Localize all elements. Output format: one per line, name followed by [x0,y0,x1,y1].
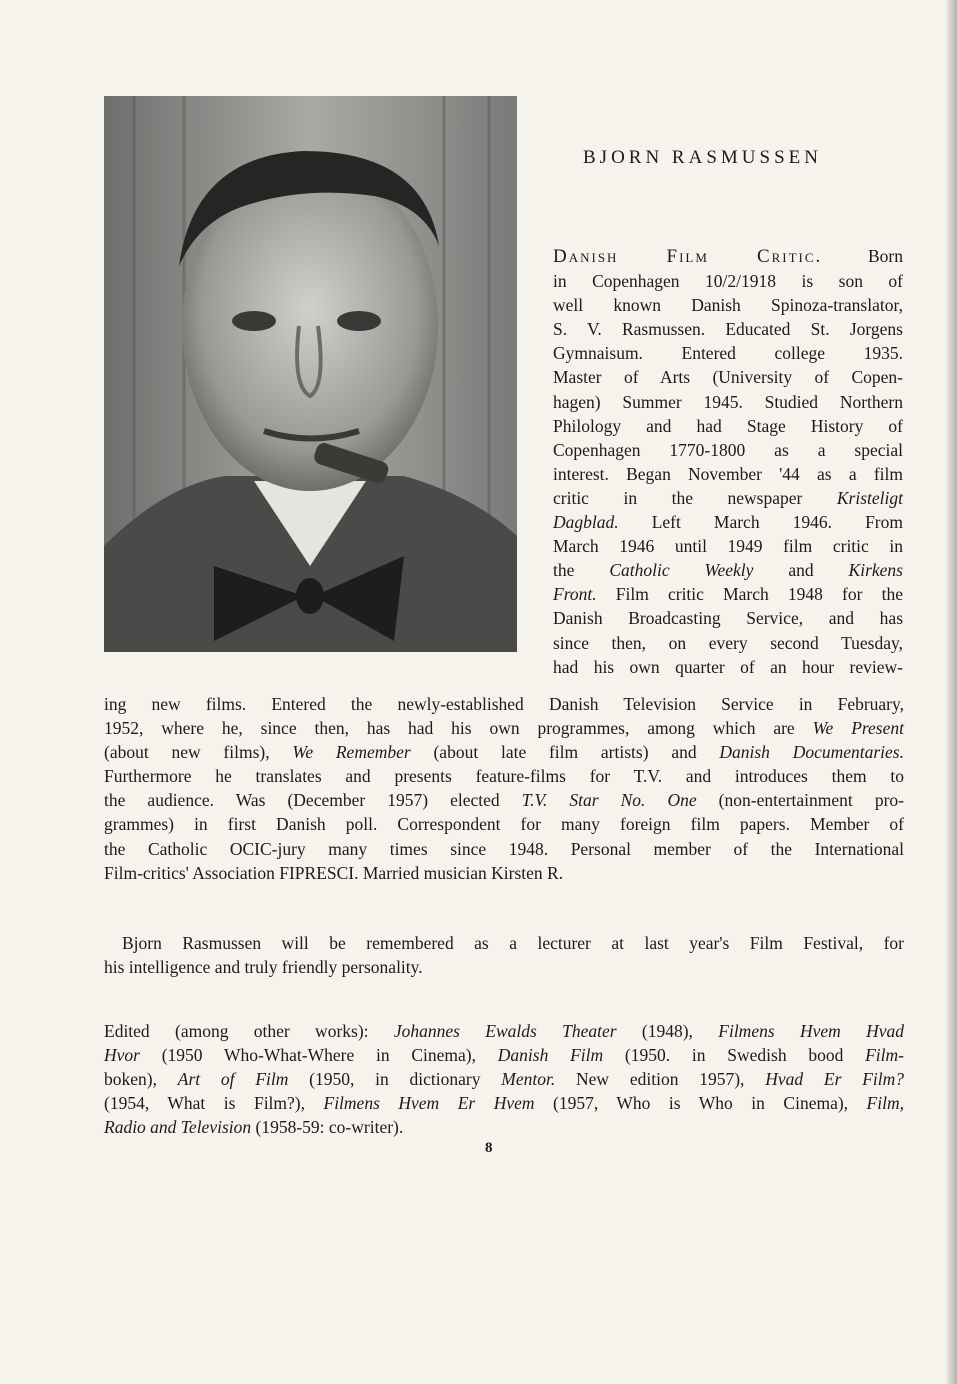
portrait-icon [104,96,517,652]
bio-column-text: Danish Film Critic. Born in Copenhagen 10/2/1918 is son of well known Danish Spinoza-translator, S. V. Rasmussen. Educated St. Jorgens Gymnaisum. Entered college 1935. Master of Arts (University of Copen- hagen) Summer 1945. Studied Northern Philology and had Stage History of Copenhagen 1770-1800 as a special interest. Began November '44 as a film critic in the newspaper Kristeligt Dagblad. Left March 1946. From March 1946 until 1949 film critic in the Catholic Weekly and Kirkens Front. Film critic March 1948 for the Danish Broadcasting Service, and has since then, on every second Tuesday, had his own quarter of an hour review- [553,246,903,677]
portrait-photo [104,96,517,652]
page-edge-shadow [945,0,957,1384]
subject-name-heading: BJORN RASMUSSEN [583,147,822,168]
bio-lead: Danish Film Critic. [553,246,823,267]
page-number: 8 [485,1140,493,1156]
bio-continued-text: ing new films. Entered the newly-established Danish Television Service in February, 1952, where he, since then, has had his own programmes, among which are We Present (about new films), We Remember (about late film artists) and Danish Documentaries. Furthermore he translates and presents feature-films for T.V. and introduces them to the audience. Was (December 1957) elected T.V. Star No. One (non-entertainment pro- grammes) in first Danish poll. Correspondent for many foreign film papers. Member of the Catholic OCIC-jury many times since 1948. Personal member of the International Film-critics' Association FIPRESCI. Married musician Kirsten R. [104,694,904,883]
remembrance-paragraph: Bjorn Rasmussen will be remembered as a lecturer at last year's Film Festival, for his intelligence and truly friendly personality. [104,933,904,978]
edited-works-paragraph: Edited (among other works): Johannes Ewalds Theater (1948), Filmens Hvem Hvad Hvor (1950 Who-What-Where in Cinema), Danish Film (1950. in Swedish bood Film- boken), Art of Film (1950, in dictionary Mentor. New edition 1957), Hvad Er Film? (1954, What is Film?), Filmens Hvem Er Hvem (1957, Who is Who in Cinema), Film, Radio and Television (1958-59: co-writer). [104,1021,905,1138]
